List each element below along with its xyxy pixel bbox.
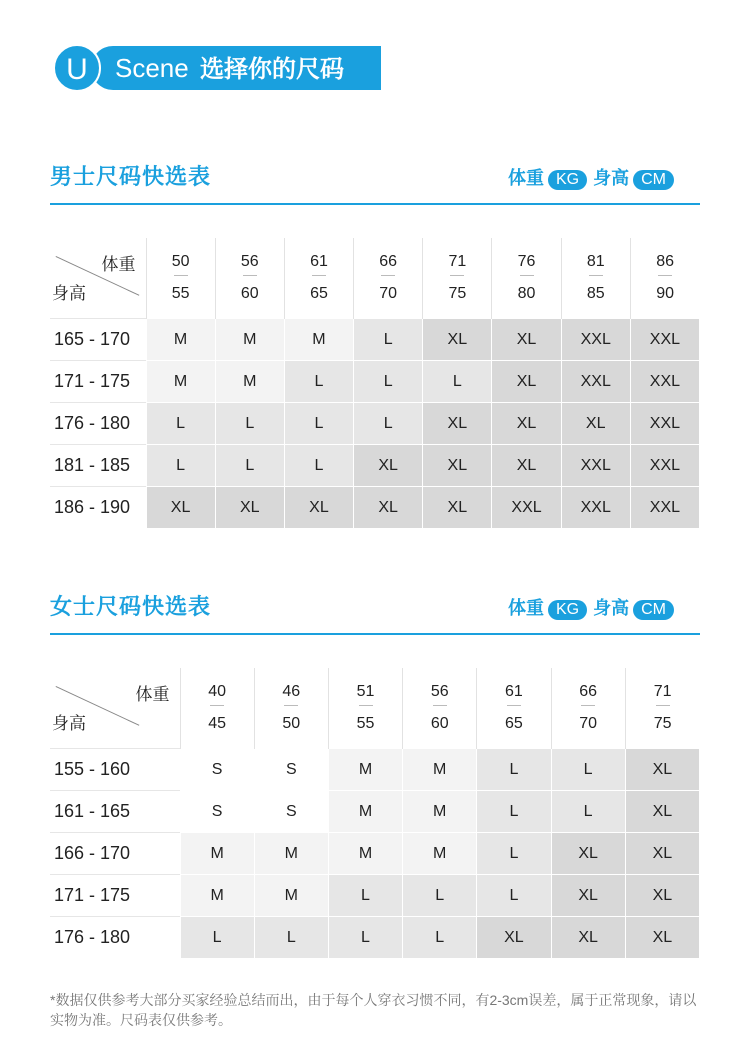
size-cell: M xyxy=(146,361,215,403)
size-cell: XL xyxy=(561,403,630,445)
size-cell: XL xyxy=(625,791,699,833)
column-header xyxy=(254,668,328,749)
size-cell: L xyxy=(403,875,477,917)
brand-subtitle: 选择你的尺码 xyxy=(199,56,344,83)
size-cell: XL xyxy=(284,487,353,529)
size-cell: L xyxy=(284,361,353,403)
corner-box xyxy=(50,238,146,318)
size-cell: M xyxy=(284,319,353,361)
size-cell: L xyxy=(180,917,254,959)
size-cell: XL xyxy=(423,487,492,529)
column-weight: 61 xyxy=(285,254,353,280)
table-row xyxy=(50,875,700,917)
column-weight: 86 xyxy=(631,254,700,280)
column-weight-upper: 75 xyxy=(653,715,672,732)
size-cell: M xyxy=(180,875,254,917)
table-row xyxy=(50,917,700,959)
column-weight-upper: 70 xyxy=(579,715,598,732)
size-cell: L xyxy=(354,319,423,361)
size-cell: L xyxy=(328,875,402,917)
size-cell: XXL xyxy=(561,361,630,403)
size-cell: M xyxy=(215,319,284,361)
column-header xyxy=(477,668,551,749)
women-unit-legend xyxy=(508,594,680,620)
column-header xyxy=(551,668,625,749)
size-cell: XXL xyxy=(561,445,630,487)
size-cell: L xyxy=(215,445,284,487)
size-cell: L xyxy=(354,403,423,445)
row-height-range: 181 - 185 xyxy=(50,445,146,487)
men-divider xyxy=(50,203,700,205)
row-height-range: 186 - 190 xyxy=(50,487,146,529)
column-weight: 40 xyxy=(181,684,254,710)
corner-weight-label: 体重 xyxy=(101,255,136,274)
size-cell: XXL xyxy=(630,319,699,361)
column-header xyxy=(492,238,561,319)
row-height-range: 165 - 170 xyxy=(50,319,146,361)
size-cell: XL xyxy=(625,875,699,917)
column-weight-upper: 80 xyxy=(517,285,536,302)
men-unit-legend xyxy=(508,164,680,190)
column-weight: 66 xyxy=(354,254,422,280)
men-section-title: 男士尺码快选表 xyxy=(50,164,212,189)
column-weight: 71 xyxy=(423,254,491,280)
size-cell: L xyxy=(284,403,353,445)
size-cell: M xyxy=(328,791,402,833)
size-cell: L xyxy=(477,749,551,791)
column-weight-upper: 55 xyxy=(356,715,375,732)
height-unit-badge: CM xyxy=(633,170,674,190)
column-weight: 81 xyxy=(562,254,630,280)
table-row xyxy=(50,445,700,487)
row-height-range: 176 - 180 xyxy=(50,403,146,445)
column-header xyxy=(180,668,254,749)
column-weight-upper: 55 xyxy=(171,285,190,302)
height-label: 身高 xyxy=(593,168,630,188)
size-cell: XXL xyxy=(630,487,699,529)
size-cell: XL xyxy=(492,319,561,361)
column-header xyxy=(423,238,492,319)
size-cell: XL xyxy=(625,833,699,875)
size-cell: XL xyxy=(492,445,561,487)
size-cell: XL xyxy=(625,749,699,791)
corner-cell xyxy=(50,668,180,749)
height-unit-badge: CM xyxy=(633,600,674,620)
size-cell: S xyxy=(180,791,254,833)
corner-weight-label: 体重 xyxy=(135,685,170,704)
column-header xyxy=(328,668,402,749)
column-weight-upper: 60 xyxy=(430,715,449,732)
column-header xyxy=(215,238,284,319)
table-row xyxy=(50,833,700,875)
size-cell: L xyxy=(477,791,551,833)
size-cell: L xyxy=(403,917,477,959)
column-weight: 76 xyxy=(492,254,560,280)
size-cell: L xyxy=(423,361,492,403)
column-header xyxy=(630,238,699,319)
table-row xyxy=(50,749,700,791)
size-cell: L xyxy=(146,445,215,487)
column-header xyxy=(403,668,477,749)
size-cell: S xyxy=(254,749,328,791)
column-weight: 71 xyxy=(626,684,700,710)
size-cell: L xyxy=(215,403,284,445)
women-divider xyxy=(50,633,700,635)
size-cell: L xyxy=(551,791,625,833)
size-cell: XL xyxy=(423,319,492,361)
column-weight-upper: 65 xyxy=(505,715,523,732)
column-weight-upper: 65 xyxy=(310,285,328,302)
size-cell: L xyxy=(254,917,328,959)
size-cell: M xyxy=(254,833,328,875)
size-cell: M xyxy=(328,749,402,791)
corner-height-label: 身高 xyxy=(52,284,86,303)
table-row xyxy=(50,487,700,529)
row-height-range: 161 - 165 xyxy=(50,791,180,833)
size-cell: S xyxy=(180,749,254,791)
column-header xyxy=(625,668,699,749)
column-weight: 50 xyxy=(147,254,215,280)
brand-name: Scene xyxy=(115,53,189,83)
row-height-range: 171 - 175 xyxy=(50,875,180,917)
header-row xyxy=(50,238,700,319)
table-row xyxy=(50,403,700,445)
column-header xyxy=(284,238,353,319)
column-weight: 61 xyxy=(477,684,550,710)
size-cell: XL xyxy=(146,487,215,529)
weight-unit-badge: KG xyxy=(548,170,587,190)
size-cell: XXL xyxy=(561,319,630,361)
size-cell: L xyxy=(284,445,353,487)
column-weight-upper: 75 xyxy=(448,285,467,302)
size-cell: M xyxy=(403,791,477,833)
size-cell: XL xyxy=(423,445,492,487)
size-cell: S xyxy=(254,791,328,833)
table-row xyxy=(50,791,700,833)
height-label: 身高 xyxy=(593,598,630,618)
size-cell: L xyxy=(477,875,551,917)
size-cell: XL xyxy=(477,917,551,959)
size-cell: M xyxy=(180,833,254,875)
size-cell: XL xyxy=(492,361,561,403)
column-header xyxy=(561,238,630,319)
column-weight: 56 xyxy=(216,254,284,280)
size-cell: L xyxy=(354,361,423,403)
size-cell: XL xyxy=(625,917,699,959)
size-cell: XXL xyxy=(630,445,699,487)
size-cell: XXL xyxy=(492,487,561,529)
men-size-table xyxy=(50,238,700,529)
size-cell: L xyxy=(328,917,402,959)
column-weight-upper: 85 xyxy=(586,285,605,302)
size-cell: XL xyxy=(423,403,492,445)
size-cell: XL xyxy=(551,833,625,875)
column-weight-upper: 90 xyxy=(656,285,675,302)
corner-cell xyxy=(50,238,146,319)
weight-label: 体重 xyxy=(507,168,544,188)
size-cell: XL xyxy=(551,875,625,917)
size-cell: XXL xyxy=(630,361,699,403)
disclaimer-note: *数据仅供参考大部分买家经验总结而出，由于每个人穿衣习惯不同，有2-3cm误差，属于正常现象，请以实物为准。尺码表仅供参考。 xyxy=(50,992,697,1028)
header-row xyxy=(50,668,700,749)
column-header xyxy=(354,238,423,319)
size-cell: XXL xyxy=(630,403,699,445)
corner-box xyxy=(50,668,180,748)
brand-banner xyxy=(91,46,381,90)
size-cell: M xyxy=(328,833,402,875)
table-row xyxy=(50,361,700,403)
weight-label: 体重 xyxy=(507,598,544,618)
women-size-table xyxy=(50,668,700,959)
table-row xyxy=(50,319,700,361)
column-weight: 51 xyxy=(329,684,402,710)
size-cell: M xyxy=(146,319,215,361)
row-height-range: 166 - 170 xyxy=(50,833,180,875)
column-weight-upper: 45 xyxy=(208,715,226,732)
size-cell: M xyxy=(403,833,477,875)
size-cell: L xyxy=(551,749,625,791)
size-cell: M xyxy=(254,875,328,917)
column-weight-upper: 50 xyxy=(282,715,301,732)
women-section-title: 女士尺码快选表 xyxy=(50,594,212,619)
size-cell: XL xyxy=(354,445,423,487)
size-cell: M xyxy=(215,361,284,403)
column-header xyxy=(146,238,215,319)
weight-unit-badge: KG xyxy=(548,600,587,620)
size-cell: XL xyxy=(354,487,423,529)
column-weight: 66 xyxy=(552,684,625,710)
corner-height-label: 身高 xyxy=(52,714,86,733)
column-weight: 56 xyxy=(403,684,476,710)
size-cell: XXL xyxy=(561,487,630,529)
row-height-range: 176 - 180 xyxy=(50,917,180,959)
size-cell: L xyxy=(477,833,551,875)
size-cell: XL xyxy=(492,403,561,445)
column-weight-upper: 60 xyxy=(240,285,259,302)
column-weight: 46 xyxy=(255,684,328,710)
column-weight-upper: 70 xyxy=(379,285,398,302)
size-cell: XL xyxy=(551,917,625,959)
brand-logo-icon: U xyxy=(53,44,101,92)
row-height-range: 171 - 175 xyxy=(50,361,146,403)
size-cell: M xyxy=(403,749,477,791)
size-cell: XL xyxy=(215,487,284,529)
size-cell: L xyxy=(146,403,215,445)
row-height-range: 155 - 160 xyxy=(50,749,180,791)
